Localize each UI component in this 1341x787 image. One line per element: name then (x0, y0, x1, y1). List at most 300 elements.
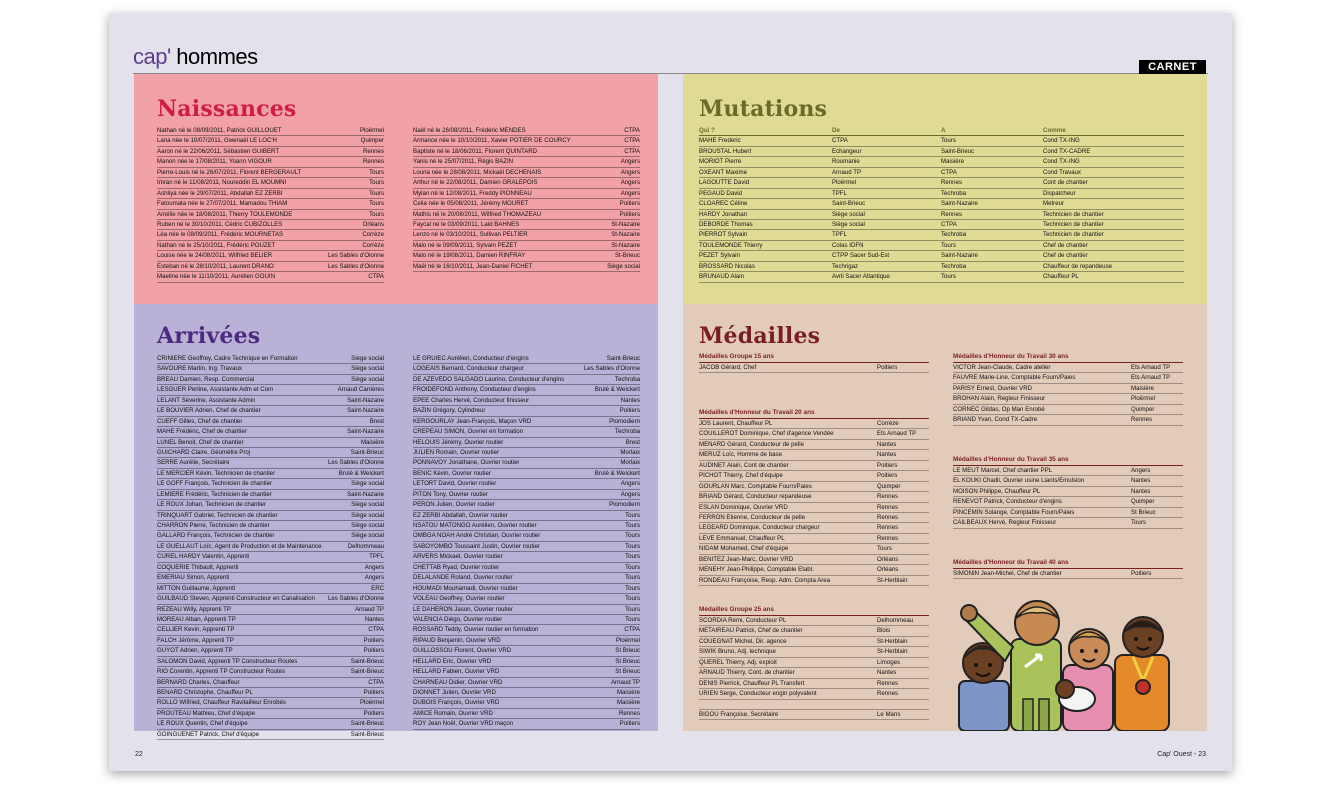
location: St-Herblain (877, 576, 908, 584)
person-entry: CELLIER Kevin, Apprenti TP (157, 626, 235, 634)
location: Poitiers (619, 210, 640, 218)
location: Tours (625, 615, 640, 623)
table-cell: Techroba (941, 231, 967, 239)
table-cell: MORIOT Pierre (699, 158, 742, 166)
location: Blois (877, 627, 891, 635)
person-entry: BREAU Damien, Resp. Commercial (157, 375, 255, 383)
page-title: cap' hommes (133, 44, 258, 69)
location: Plomodiern (609, 417, 640, 425)
location: Angers (620, 179, 640, 187)
location: Poitiers (1131, 570, 1152, 577)
person-entry: FERRON Etienne, Conducteur de pelle (699, 513, 806, 521)
medailles-groupe-25 (699, 605, 929, 720)
medailles-travail-30 (953, 352, 1183, 426)
location: St Brieuc (615, 647, 640, 655)
location: Siège social (351, 522, 384, 529)
list-item (699, 637, 929, 647)
location: Angers (620, 480, 640, 488)
list-item (157, 531, 384, 541)
person-entry: AMICE Romain, Ouvrier VRD (413, 709, 493, 717)
location: Orléans (877, 566, 899, 574)
person-entry: RIO Corentin, Apprenti TP Constructeur Routes (157, 668, 286, 676)
person-entry: LOGEAIS Bernard, Conducteur chargeur (413, 365, 524, 373)
person-entry: MENEHY Jean-Philippe, Comptable Etabl. (699, 566, 814, 574)
list-item (413, 625, 640, 635)
location: Saint-Brieuc (350, 448, 384, 456)
table-cell: HARDY Jonathan (699, 210, 747, 218)
person-entry: REZEAU Willy, Apprenti TP (157, 605, 231, 613)
list-item (413, 251, 640, 261)
location: Les Sables d'Olonne (583, 365, 640, 373)
person-entry: SCORDIA Rémi, Conducteur PL (699, 617, 787, 624)
naissances-column-right (413, 126, 640, 272)
table-header (699, 126, 1184, 136)
location: Quimper (877, 482, 901, 490)
location: Ploërmel (359, 127, 384, 134)
list-item (699, 710, 929, 720)
table-cell: Saint-Brieuc (941, 147, 975, 155)
person-entry: VICTOR Jean-Claude, Cadre atelier (953, 364, 1051, 371)
list-item (699, 461, 929, 471)
list-item (157, 511, 384, 521)
list-item (413, 448, 640, 458)
table-cell: Chef de chantier (1043, 252, 1088, 260)
person-entry (699, 700, 877, 709)
location: Tours (369, 189, 384, 197)
person-entry: Maeline née le 11/10/2011, Aurélien GOUIN (157, 273, 275, 281)
location: Rennes (877, 513, 899, 521)
person-entry: CHETTAB Ryad, Ouvrier routier (413, 563, 500, 571)
list-item (413, 230, 640, 240)
list-item (157, 698, 384, 708)
location: St Brieuc (615, 657, 640, 665)
list-item (157, 500, 384, 510)
person-entry: PITON Tony, Ouvrier routier (413, 490, 488, 498)
location: Poitiers (619, 200, 640, 208)
person-entry: ROSSARD Teddy, Ouvrier routier en formation (413, 626, 539, 634)
table-row (699, 272, 1184, 282)
location: Orléans (362, 220, 384, 228)
location: St-Herblain (877, 648, 908, 656)
table-cell: Echangeur (832, 147, 862, 155)
location: Siège social (351, 511, 384, 519)
table-cell: Cond TX-ING (1043, 137, 1080, 145)
location: Corrèze (362, 241, 384, 249)
list-item (699, 482, 929, 492)
worker-figure (1115, 617, 1169, 731)
location: Saint-Brieuc (606, 355, 640, 362)
person-entry: Louna née le 28/08/2011, Mickaël DECHENAIS (413, 168, 542, 176)
location: Orléans (877, 555, 899, 563)
location: Plomodiern (609, 501, 640, 509)
list-item (413, 615, 640, 625)
mutations-title: Mutations (699, 96, 828, 122)
list-item (953, 497, 1183, 507)
location: St Brieuc (615, 668, 640, 676)
list-item (699, 440, 929, 450)
person-entry: Lana née le 10/07/2011, Gwenaël LE LOC'H (157, 137, 277, 145)
person-entry: Pierre-Louis né le 26/07/2011, Florent BERGERAULT (157, 168, 302, 176)
section-title: Médailles Groupe 15 ans (699, 352, 929, 363)
list-item (157, 210, 384, 220)
location: Nantes (877, 451, 897, 459)
person-entry: QUEREL Thierry, Adj. exploit (699, 658, 777, 666)
list-item (413, 646, 640, 656)
list-item (699, 513, 929, 523)
location: Delhommeau (347, 542, 384, 550)
person-entry: MITTON Guillaume, Apprenti (157, 584, 236, 592)
table-row (699, 199, 1184, 209)
table-row (699, 230, 1184, 240)
location: Tours (625, 522, 640, 529)
list-item (413, 262, 640, 272)
magazine-spread (109, 13, 1232, 771)
list-item (157, 199, 384, 209)
table-cell: Avril Sacer Atlantique (832, 273, 890, 281)
page-number-right: Cap' Ouest - 23 (1157, 751, 1206, 758)
list-item (413, 500, 640, 510)
location: Poitiers (363, 636, 384, 644)
location: Maisière (360, 438, 384, 446)
location: Tours (369, 200, 384, 208)
list-item (699, 700, 929, 710)
list-item (413, 479, 640, 489)
list-item (157, 730, 384, 740)
person-entry: FAUVRE Marie-Line, Comptable Fourn/Paies (953, 374, 1076, 382)
person-entry: BENIC Kévin, Ouvrier routier (413, 469, 491, 477)
person-entry: JULIEN Romain, Ouvrier routier (413, 448, 500, 456)
list-item (413, 636, 640, 646)
person-entry: LE MEUT Marcel, Chef chantier PPL (953, 467, 1053, 474)
location: Ets Arnaud TP (1131, 374, 1171, 382)
list-item (157, 709, 384, 719)
list-item (413, 521, 640, 531)
table-row (699, 241, 1184, 251)
location: Angers (364, 574, 384, 582)
person-entry: LETORT David, Ouvrier routier (413, 480, 497, 488)
location: Poitiers (363, 709, 384, 717)
table-cell: Techroba (941, 189, 967, 197)
table-cell: TOULEMONDE Thierry (699, 241, 763, 249)
table-cell: BROUSTAL Hubert (699, 147, 752, 155)
arrivees-column-right (413, 354, 640, 730)
person-entry: Lenzo né le 03/10/2011, Sullivan PELTIER (413, 231, 528, 239)
location: Tours (369, 179, 384, 187)
person-entry: PINCEMIN Solange, Comptable Fourn/Paies (953, 508, 1075, 516)
location: Tours (625, 511, 640, 519)
table-cell: Tours (941, 273, 956, 281)
person-entry: LESGUER Perline, Assistante Adm et Com (157, 386, 274, 394)
list-item (157, 272, 384, 282)
location: Tours (1131, 519, 1146, 527)
list-item (413, 147, 640, 157)
location: St-Nazaire (611, 231, 640, 239)
location: Tours (625, 584, 640, 592)
person-entry: PONNAVOY Jonathane, Ouvrier routier (413, 459, 520, 467)
person-entry: Malo né le 19/08/2011, Damien RINFRAY (413, 252, 526, 260)
list-item (413, 458, 640, 468)
location: Maisière (616, 689, 640, 696)
list-item (413, 220, 640, 230)
location: St-Brieuc (614, 252, 640, 260)
location: Angers (620, 490, 640, 498)
list-item (413, 136, 640, 146)
table-cell: Dispatcheur (1043, 189, 1076, 197)
location: St-Herblain (877, 637, 908, 645)
person-entry: CREPEAU SIMON, Ouvrier en formation (413, 428, 524, 436)
location: St Brieuc (1131, 508, 1156, 516)
location: Ploërmel (615, 636, 640, 644)
person-entry: LEGEARD Dominique, Conducteur chargeur (699, 524, 820, 532)
person-entry: PERON Julien, Ouvrier routier (413, 501, 495, 509)
person-entry: SIMONIN Jean-Michel, Chef de chantier (953, 570, 1062, 577)
table-cell: Ploërmel (832, 179, 857, 187)
location: Tours (625, 574, 640, 582)
location: Arnaud Carrières (337, 386, 384, 394)
person-entry: HELOUIS Jérémy, Ouvrier routier (413, 438, 504, 446)
table-row (699, 251, 1184, 261)
person-entry: EZ ZERBI Abdallah, Ouvrier routier (413, 511, 508, 519)
list-item (157, 479, 384, 489)
person-entry: Imran né le 11/08/2011, Noureddin EL MOUMNI (157, 179, 287, 187)
list-item (953, 476, 1183, 486)
location: Saint-Brieuc (350, 668, 384, 676)
location: Corrèze (362, 231, 384, 239)
person-entry: MOISON Philippe, Chauffeur PL (953, 487, 1041, 495)
person-entry: Maël né le 16/10/2011, Jean-Daniel FICHET (413, 262, 533, 270)
person-entry: Mathis né le 20/08/2011, Wilfried THOMAZEAU (413, 210, 542, 218)
list-item (953, 569, 1183, 579)
person-entry: VALENCIA Diégo, Ouvrier routier (413, 615, 503, 623)
table-row (699, 210, 1184, 220)
location: Rennes (1131, 416, 1153, 424)
table-cell: OXEANT Maxime (699, 168, 747, 176)
location: Poitiers (619, 407, 640, 415)
location: Saint-Brieuc (350, 730, 384, 738)
person-entry: NIDAM Mohamed, Chef d'équipe (699, 545, 789, 553)
list-item (413, 605, 640, 615)
location: Angers (620, 158, 640, 166)
list-item (699, 523, 929, 533)
table-cell: Cond Travaux (1043, 168, 1081, 176)
person-entry: Nathan né le 08/09/2011, Patrick GUILLOUET (157, 127, 282, 134)
list-item (699, 471, 929, 481)
person-entry: VOLEAU Geoffrey, Ouvrier routier (413, 595, 505, 603)
naissances-column-left (157, 126, 384, 283)
medailles-travail-20 (699, 408, 929, 586)
location: Poitiers (877, 364, 898, 371)
location: TPFL (369, 553, 384, 561)
location: CTPA (368, 626, 384, 634)
person-entry: RONDEAU Françoise, Resp. Adm. Compta Area (699, 576, 831, 584)
table-row (699, 262, 1184, 272)
person-entry: FROIDEFOND Anthony, Conducteur d'engins (413, 386, 536, 394)
person-entry: GUILLOSSOU Florent, Ouvrier VRD (413, 647, 512, 655)
table-cell: Tours (941, 241, 956, 249)
list-item (157, 178, 384, 188)
list-item (699, 616, 929, 626)
list-item (157, 615, 384, 625)
person-entry: HELLARD Eric, Ouvrier VRD (413, 657, 492, 665)
table-cell: Technicien de chantier (1043, 231, 1104, 239)
location: Siège social (351, 375, 384, 383)
list-item (699, 689, 929, 699)
list-item (157, 168, 384, 178)
person-entry: LE ROUX Quentin, Chef d'équipe (157, 720, 248, 728)
location: St-Nazaire (611, 220, 640, 228)
person-entry: SABOYOMBO Toussaint Justin, Ouvrier routier (413, 542, 540, 550)
location: St-Nazaire (611, 241, 640, 249)
person-entry: SALOMON David, Apprenti TP Constructeur Routes (157, 657, 298, 665)
person-entry: ESLAN Dominique, Ouvrier VRD (699, 503, 788, 511)
medailles-groupe-15 (699, 352, 929, 373)
person-entry: COUILLEROT Dominique, Chef d'agence Vendée (699, 430, 834, 438)
list-item (157, 573, 384, 583)
location: Techroba (614, 428, 640, 436)
person-entry: LE BOUVIER Adrien, Chef de chantier (157, 407, 261, 415)
person-entry: Louise née le 24/08/2011, Wilfried BELIER (157, 252, 273, 260)
table-cell: CTPA (941, 168, 957, 176)
location: Les Sables d'Olonne (327, 595, 384, 603)
table-cell: BRUNAUD Alain (699, 273, 745, 281)
person-entry: OMBGA NOAH André Christian, Ouvrier routier (413, 532, 541, 540)
person-entry: EL KOUKI Chadli, Ouvrier usine Liants/Emulsion (953, 477, 1085, 485)
list-item (413, 354, 640, 364)
location: CTPA (624, 147, 640, 155)
table-cell: CLOAREC Céline (699, 200, 748, 208)
list-item (699, 544, 929, 554)
list-item (413, 531, 640, 541)
list-item (699, 565, 929, 575)
location: Nantes (1131, 487, 1151, 495)
person-entry: MAHE Frédéric, Chef de chantier (157, 428, 247, 436)
table-cell: Technicien de chantier (1043, 210, 1104, 218)
list-item (953, 518, 1183, 528)
location: Tours (625, 563, 640, 571)
list-item (699, 429, 929, 439)
location: Tours (369, 168, 384, 176)
table-cell: Chef de chantier (1043, 241, 1088, 249)
person-entry: GUICHARD Claire, Géomètre Proj (157, 448, 251, 456)
list-item (699, 576, 929, 586)
person-entry: DENIS Pierrick, Chauffeur PL Transfert (699, 679, 805, 687)
location: Limoges (877, 658, 901, 666)
person-entry: COQUERIE Thibault, Apprenti (157, 563, 239, 571)
people-illustration (953, 599, 1193, 731)
section-title: Médailles d'Honneur du Travail 30 ans (953, 352, 1183, 363)
person-entry: LE ROUX Johan, Technicien de chantier (157, 501, 266, 509)
location: CTPA (624, 127, 640, 134)
list-item (413, 709, 640, 719)
location: Poitiers (363, 689, 384, 696)
list-item (413, 385, 640, 395)
location: Rennes (877, 679, 899, 687)
list-item (699, 647, 929, 657)
person-entry: BRIAND Yvan, Cond TX-Cadre (953, 416, 1038, 424)
person-entry: AUDINET Alain, Cont de chantier (699, 461, 789, 469)
table-cell: PEZET Sylvain (699, 252, 740, 260)
location: Tours (625, 553, 640, 561)
person-entry: RENEVOT Patrick, Conducteur d'engins (953, 498, 1062, 506)
location: Morlaix (620, 459, 640, 467)
column-header: De (832, 127, 840, 134)
person-entry: LEVE Emmanuel, Chauffeur PL (699, 534, 785, 542)
list-item (413, 189, 640, 199)
list-item (157, 605, 384, 615)
table-cell: Siège social (832, 210, 865, 218)
person-entry: GALLARD François, Technicien de chantier (157, 532, 275, 540)
list-item (157, 396, 384, 406)
location: Poitiers (363, 647, 384, 655)
location: Poitiers (877, 461, 898, 469)
person-entry: CUEFF Gilles, Chef de chantier (157, 417, 243, 425)
list-item (157, 667, 384, 677)
list-item (157, 521, 384, 531)
list-item (699, 668, 929, 678)
table-cell: Cond TX-ING (1043, 158, 1080, 166)
person-entry: LEMIERE Frédéric, Technicien de chantier (157, 490, 272, 498)
table-row (699, 147, 1184, 157)
list-item (413, 688, 640, 698)
location: Poitiers (877, 472, 898, 480)
location: Rennes (877, 524, 899, 532)
location: Siège social (351, 365, 384, 373)
table-row (699, 189, 1184, 199)
person-entry: Ashliya née le 29/07/2011, Abdallah EZ ZERBI (157, 189, 283, 197)
arrivees-column-left (157, 354, 384, 740)
person-entry: CRINIERE Geoffrey, Cadre Technique en Formation (157, 355, 298, 362)
list-item (699, 492, 929, 502)
location: Saint-Brieuc (350, 657, 384, 665)
table-cell: Chauffeur de repandeuse (1043, 262, 1113, 270)
list-item (157, 584, 384, 594)
location: Nantes (620, 396, 640, 404)
person-entry: ARNAUD Thierry, Cont. de chantier (699, 669, 795, 677)
list-item (157, 625, 384, 635)
list-item (953, 363, 1183, 373)
list-item (413, 552, 640, 562)
naissances-title: Naissances (157, 96, 297, 122)
location: Les Sables d'Olonne (327, 252, 384, 260)
list-item (413, 417, 640, 427)
location: Angers (620, 168, 640, 176)
table-row (699, 178, 1184, 188)
person-entry: MOREAU Alban, Apprenti TP (157, 615, 236, 623)
table-cell: Maisière (941, 158, 965, 166)
list-item (157, 364, 384, 374)
table-cell: Roumanie (832, 158, 860, 166)
table-cell: DEBORDE Thomas (699, 220, 753, 228)
table-cell: Metreur (1043, 200, 1064, 208)
person-entry: FALCH Jérôme, Apprenti TP (157, 636, 234, 644)
list-item (699, 555, 929, 565)
list-item (413, 396, 640, 406)
list-item (699, 450, 929, 460)
location: Brest (625, 438, 640, 446)
location: ERC (371, 584, 384, 592)
list-item (699, 658, 929, 668)
table-cell: Tours (941, 137, 956, 145)
section-title: Médailles Groupe 25 ans (699, 605, 929, 616)
list-item (157, 262, 384, 272)
list-item (953, 373, 1183, 383)
person-entry: GOINGUENET Patrick, Chef d'équipe (157, 730, 259, 738)
table-cell: Siège social (832, 220, 865, 228)
mutations-table (699, 126, 1184, 283)
person-entry: BENARD Christophe, Chauffeur PL (157, 689, 253, 696)
list-item (157, 354, 384, 364)
list-item (699, 534, 929, 544)
